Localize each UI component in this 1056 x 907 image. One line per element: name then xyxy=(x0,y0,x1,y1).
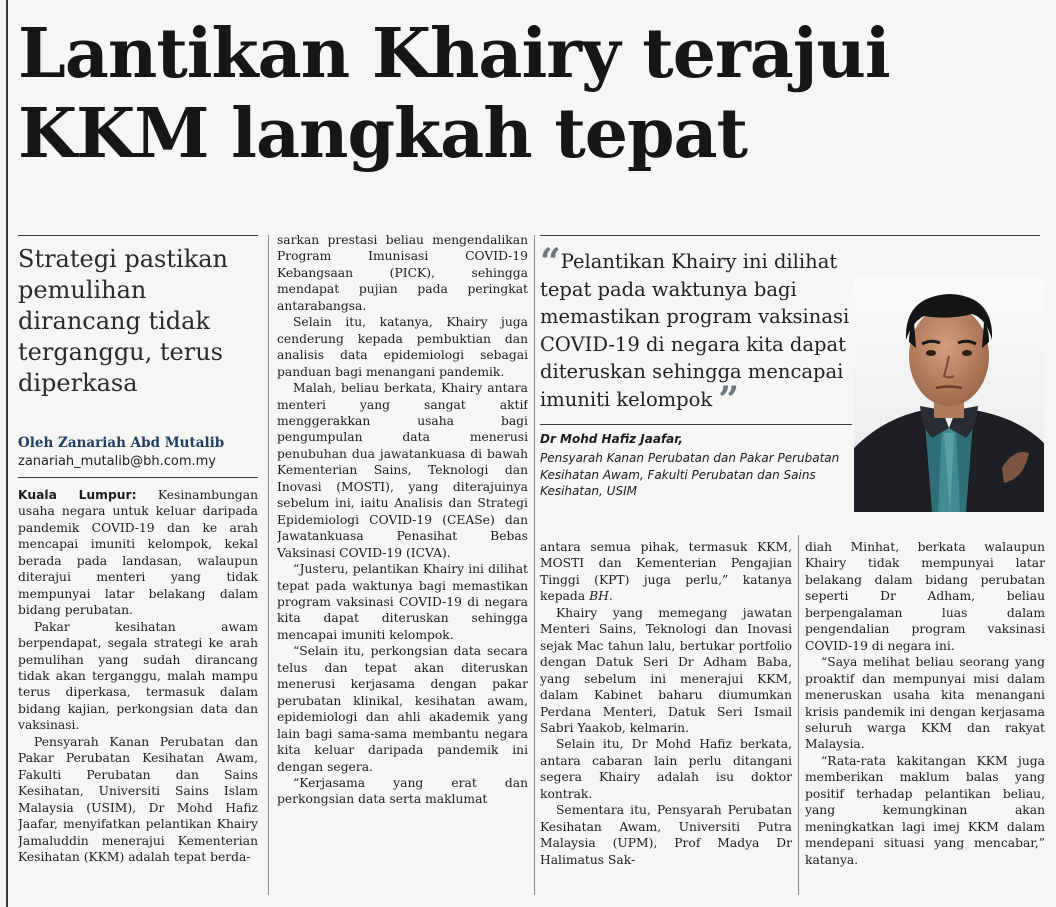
open-quote-icon: “ xyxy=(540,241,561,283)
byline-email: zanariah_mutalib@bh.com.my xyxy=(18,454,216,469)
paragraph xyxy=(540,539,792,605)
paragraph: “Kerjasama yang erat dan perkongsian data serta maklumat xyxy=(277,775,528,807)
paragraph-text: Kesinambungan usaha negara untuk keluar daripada pandemik COVID-19 dan ke arah mencapai imuniti kelompok, kekal berada pada landasan, walaupun diterajui menteri yang tidak mempunyai latar belakang dalam bidang perubatan. xyxy=(18,488,258,618)
article-column-2 xyxy=(277,232,528,897)
paragraph: sarkan prestasi beliau mengendalikan Program Imunisasi COVID-19 Kebangsaan (PICK), sehingga mendapat pujian pada peringkat antarabangsa. xyxy=(277,233,528,313)
article-column-4 xyxy=(805,539,1045,897)
headline xyxy=(18,14,1018,174)
portrait-photo xyxy=(854,278,1044,512)
caption-name: Dr Mohd Hafiz Jaafar, xyxy=(540,432,683,446)
paragraph: Selain itu, Dr Mohd Hafiz berkata, antara cabaran lain perlu ditangani segera Khairy adalah isu doktor kontrak. xyxy=(540,737,792,801)
paragraph-end: . xyxy=(608,589,613,604)
column-divider xyxy=(534,235,535,895)
paragraph xyxy=(18,487,258,619)
paragraph-text: antara semua pihak, termasuk KKM, MOSTI dan Kementerian Pengajian Tinggi (KPT) juga perlu,” katanya kepada xyxy=(540,540,792,604)
pullquote-top-rule xyxy=(540,235,1040,236)
paragraph: “Justeru, pelantikan Khairy ini dilihat tepat pada waktunya bagi memastikan program vaksinasi COVID-19 di negara kita dapat diteruskan sehingga mencapai imuniti kelompok. xyxy=(277,562,528,642)
column-divider xyxy=(268,235,269,895)
paragraph: “Selain itu, perkongsian data secara telus dan tepat akan diteruskan menerusi kerjasama dengan pakar perubatan klinikal, kesihatan awam, epidemiologi dan ahli akademik yang lain bagi sama-sama membantu negara kita keluar daripada pandemik ini dengan segera. xyxy=(277,644,528,774)
paragraph: Selain itu, katanya, Khairy juga cenderung kepada pembuktian dan analisis data epidemiologi sebagai panduan bagi menangani pandemik. xyxy=(277,315,528,379)
byline-author: Oleh Zanariah Abd Mutalib xyxy=(18,435,225,451)
dateline: Kuala Lumpur: xyxy=(18,488,137,502)
paragraph: “Rata-rata kakitangan KKM juga memberikan maklum balas yang positif terhadap pelantikan beliau, yang kemungkinan akan meningkatkan lagi imej KKM dalam mendepani situasi yang mencabar,” katanya. xyxy=(805,753,1045,867)
paragraph: Khairy yang memegang jawatan Menteri Sains, Teknologi dan Inovasi sejak Mac tahun lalu, bertukar portfolio dengan Datuk Seri Dr Adham Baba, yang sebelum ini menerajui KKM, dalam Kabinet baharu diumumkan Perdana Menteri, Datuk Seri Ismail Sabri Yaakob, kelmarin. xyxy=(540,605,792,735)
caption-description: Pensyarah Kanan Perubatan dan Pakar Perubatan Kesihatan Awam, Fakulti Perubatan dan Sains Kesihatan, USIM xyxy=(540,451,840,498)
paragraph: diah Minhat, berkata walaupun Khairy tidak mempunyai latar belakang dalam bidang perubatan seperti Dr Adham, beliau berpengalaman luas dalam pengendalian program vaksinasi COVID-19 di negara ini. xyxy=(805,540,1045,653)
paragraph: Pensyarah Kanan Perubatan dan Pakar Perubatan Kesihatan Awam, Fakulti Perubatan dan Sains Kesihatan, Universiti Sains Islam Malaysia (USIM), Dr Mohd Hafiz Jaafar, menyifatkan pelantikan Khairy Jamaluddin menerajui Kementerian Kesihatan (KKM) adalah tepat berda- xyxy=(18,734,258,864)
paragraph: Malah, beliau berkata, Khairy antara menteri yang sangat aktif menggerakkan usaha bagi pengumpulan data menerusi penubuhan dua jawatankuasa di bawah Kementerian Sains, Teknologi dan Inovasi (MOSTI), yang diterajuinya sebelum ini, iaitu Analisis dan Strategi Epidemiologi COVID-19 (CEASe) dan Jawatankuasa Penasihat Bebas Vaksinasi COVID-19 (ICVA). xyxy=(277,381,528,560)
subhead-top-rule xyxy=(18,235,258,236)
byline-bottom-rule xyxy=(18,477,258,478)
paragraph: “Saya melihat beliau seorang yang proaktif dan mempunyai misi dalam meneruskan usaha kita menangani krisis pandemik ini dengan kerjasama seluruh warga KKM dan rakyat Malaysia. xyxy=(805,655,1045,752)
publication-name: BH xyxy=(589,589,609,604)
portrait-illustration xyxy=(854,278,1044,512)
pullquote-text: Pelantikan Khairy ini dilihat tepat pada waktunya bagi memastikan program vaksinasi COVID-19 di negara kita dapat diteruskan sehingga mencapai imuniti kelompok xyxy=(540,250,850,411)
page-left-border xyxy=(6,0,8,907)
column-divider xyxy=(798,535,799,895)
article-column-1 xyxy=(18,487,258,897)
paragraph: Sementara itu, Pensyarah Perubatan Kesihatan Awam, Universiti Putra Malaysia (UPM), Prof Madya Dr Halimatus Sak- xyxy=(540,803,792,867)
close-quote-icon: ” xyxy=(718,378,740,421)
article-column-3 xyxy=(540,539,792,897)
pullquote xyxy=(540,241,870,421)
subhead: Strategi pastikan pemulihan dirancang tidak terganggu, terus diperkasa xyxy=(18,245,228,397)
headline-line-1: Lantikan Khairy terajui xyxy=(18,14,890,94)
paragraph: Pakar kesihatan awam berpendapat, segala strategi ke arah pemulihan yang sudah dirancang tidak akan terganggu, malah mampu terus diperkasa, termasuk dalam bidang kajian, perkongsian data dan vaksinasi. xyxy=(18,619,258,733)
headline-line-2: KKM langkah tepat xyxy=(18,94,748,174)
caption-top-rule xyxy=(540,424,852,425)
